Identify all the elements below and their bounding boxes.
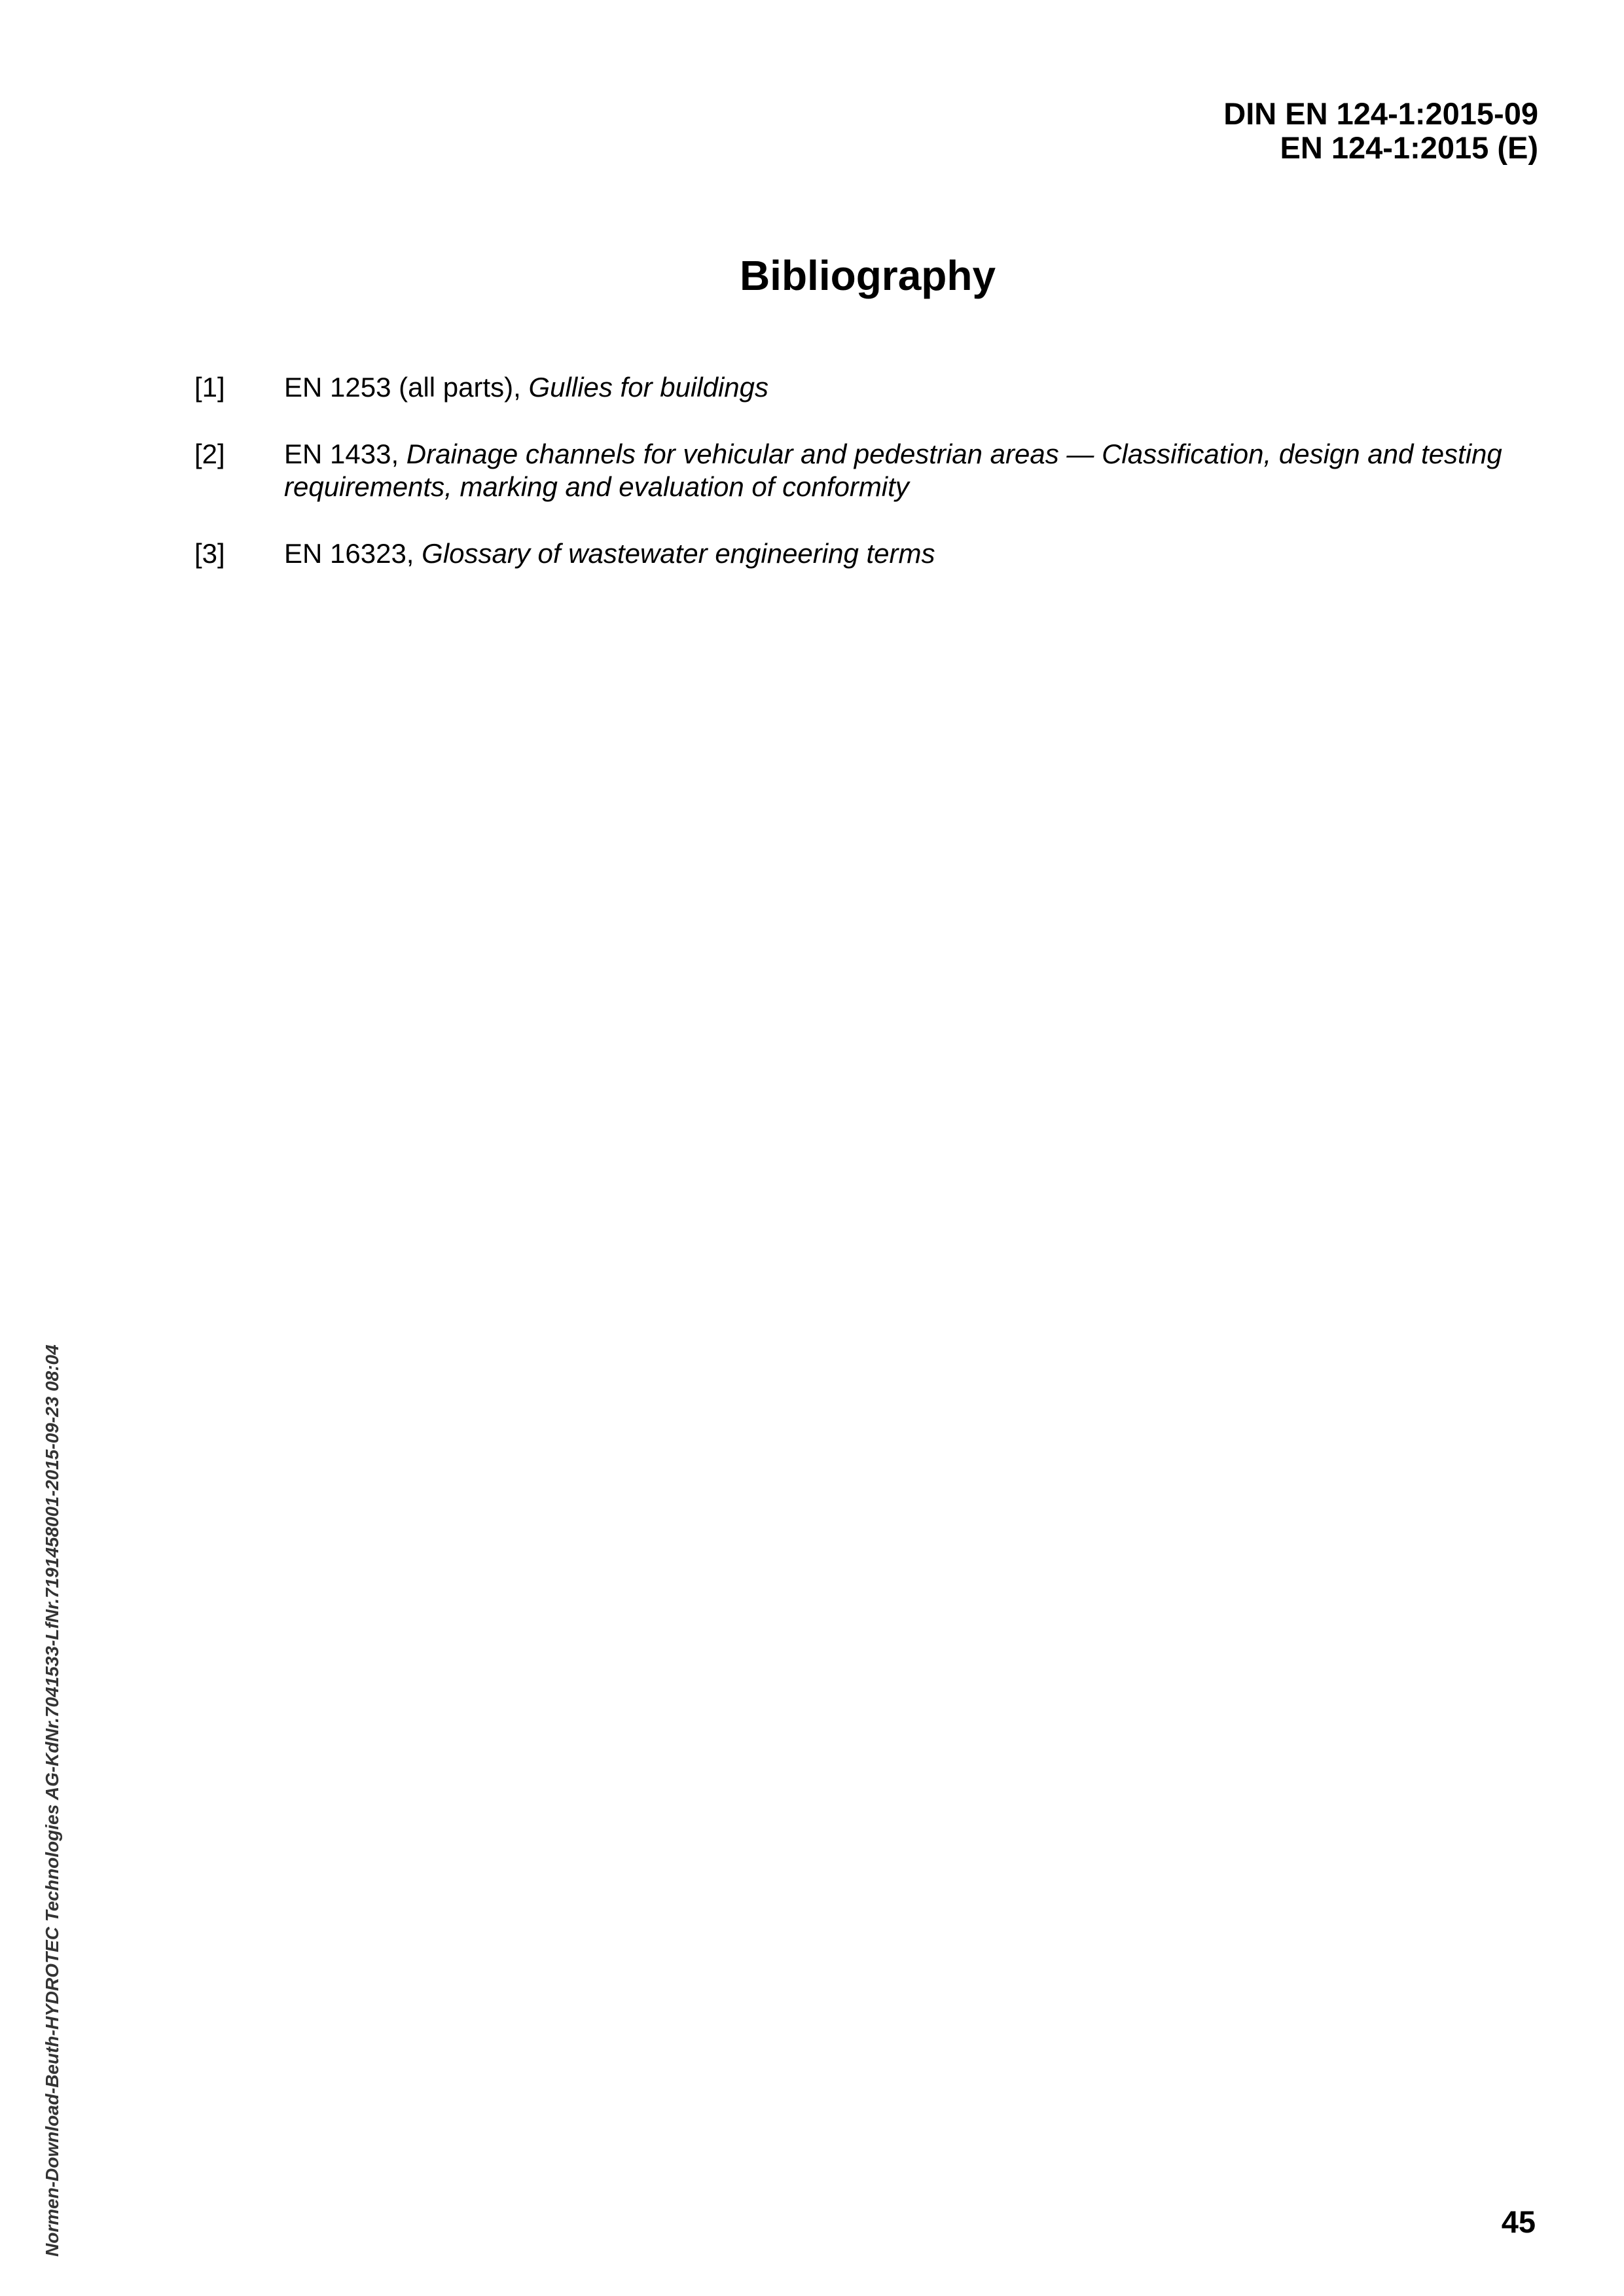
bibliography-entry: [194, 371, 1543, 404]
standard-designation-en: EN 124-1:2015 (E): [1280, 130, 1538, 165]
bibliography-entry: [194, 438, 1543, 503]
reference-code: EN 1433,: [284, 439, 406, 469]
reference-title: Drainage channels for vehicular and pedestrian areas — Classification, design and testing requirements, marking and evaluation of conformity: [284, 439, 1502, 502]
reference-text: [284, 371, 1543, 404]
standard-designation-din: DIN EN 124-1:2015-09: [1223, 96, 1538, 131]
reference-number: [1]: [194, 372, 225, 403]
bibliography-list: [194, 371, 1543, 604]
reference-title: Glossary of wastewater engineering terms: [422, 538, 935, 569]
reference-number: [3]: [194, 538, 225, 569]
page-number: 45: [1501, 2204, 1536, 2239]
reference-number: [2]: [194, 439, 225, 469]
reference-text: [284, 438, 1543, 503]
bibliography-entry: [194, 537, 1543, 570]
reference-code: EN 1253 (all parts),: [284, 372, 529, 403]
page-title: Bibliography: [739, 251, 996, 299]
document-header: [1223, 97, 1538, 165]
reference-text: [284, 537, 1543, 570]
download-watermark: Normen-Download-Beuth-HYDROTEC Technologies AG-KdNr.7041533-LfNr.7191458001-2015-09-23 08:04: [42, 1344, 62, 2257]
reference-title: Gullies for buildings: [528, 372, 769, 403]
reference-code: EN 16323,: [284, 538, 422, 569]
